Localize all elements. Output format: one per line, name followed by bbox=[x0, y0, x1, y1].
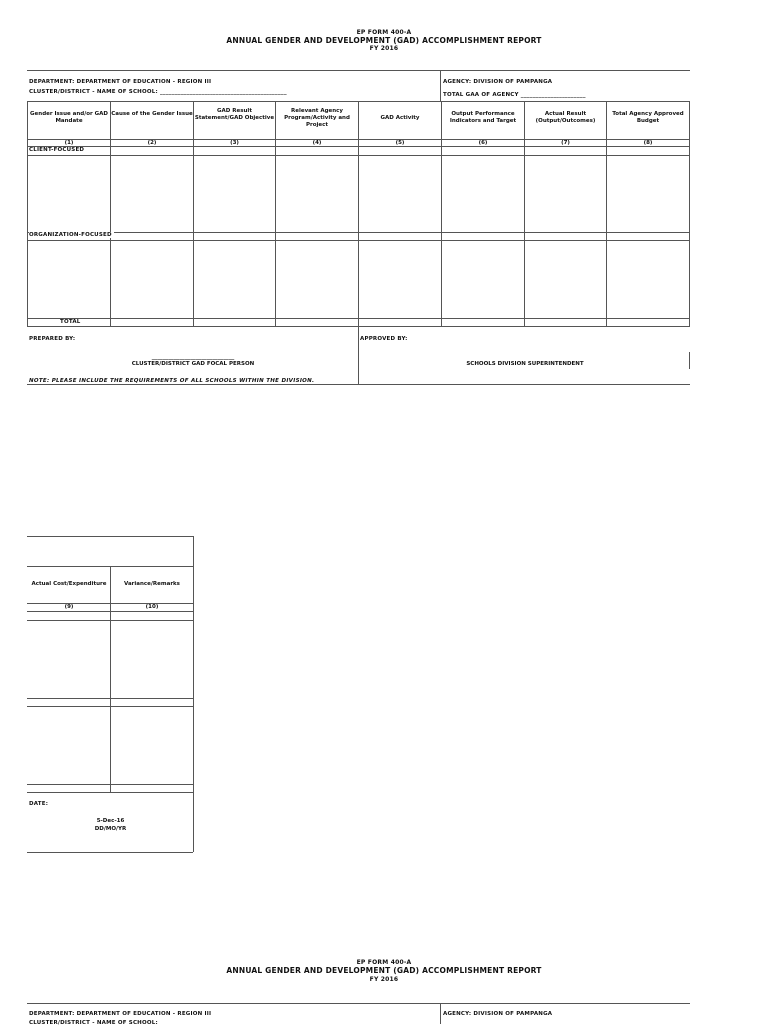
fiscal-year: FY 2016 bbox=[369, 45, 399, 52]
cluster-label: CLUSTER/DISTRICT - NAME OF SCHOOL: ___________________________________________ bbox=[29, 89, 287, 95]
client-focused-label: CLIENT-FOCUSED bbox=[29, 147, 85, 153]
col-header-8: Total Agency Approved Budget bbox=[612, 111, 684, 124]
col-header-2: Cause of the Gender Issue bbox=[111, 111, 193, 117]
form-number-repeat: EP FORM 400-A bbox=[356, 959, 412, 966]
col-num-9: (9) bbox=[64, 604, 74, 610]
signature-bottom-border bbox=[27, 384, 690, 385]
col-header-9: Actual Cost/Expenditure bbox=[31, 581, 107, 587]
date-label: DATE: bbox=[29, 801, 49, 807]
note-text: NOTE: PLEASE INCLUDE THE REQUIREMENTS OF ALL SCHOOLS WITHIN THE DIVISION. bbox=[29, 378, 315, 384]
col-header-1: Gender Issue and/or GAD Mandate bbox=[30, 111, 108, 124]
focal-person-label: CLUSTER/DISTRICT GAD FOCAL PERSON bbox=[131, 361, 255, 367]
info-top-border bbox=[27, 70, 690, 71]
signature-divider bbox=[358, 326, 359, 384]
col-num-3: (3) bbox=[230, 140, 239, 146]
prepared-by-label: PREPARED BY: bbox=[29, 336, 76, 342]
date-format: DD/MO/YR bbox=[94, 826, 127, 832]
cluster-label-repeat: CLUSTER/DISTRICT - NAME OF SCHOOL: bbox=[29, 1020, 158, 1026]
agency-label: AGENCY: DIVISION OF PAMPANGA bbox=[443, 79, 553, 85]
col-num-1: (1) bbox=[64, 140, 74, 146]
total-gaa-label: TOTAL GAA OF AGENCY ______________________ bbox=[443, 92, 586, 98]
col-num-5: (5) bbox=[395, 140, 405, 146]
col-header-6: Output Performance Indicators and Target bbox=[449, 111, 517, 124]
report-title: ANNUAL GENDER AND DEVELOPMENT (GAD) ACCOMPLISHMENT REPORT bbox=[226, 36, 542, 45]
agency-label-repeat: AGENCY: DIVISION OF PAMPANGA bbox=[443, 1011, 553, 1017]
department-label: DEPARTMENT: DEPARTMENT OF EDUCATION - REGION III bbox=[29, 79, 212, 85]
info-divider bbox=[440, 70, 441, 101]
approved-by-label: APPROVED BY: bbox=[360, 336, 408, 342]
department-label-repeat: DEPARTMENT: DEPARTMENT OF EDUCATION - REGION III bbox=[29, 1011, 212, 1017]
col-num-6: (6) bbox=[478, 140, 488, 146]
report-title-repeat: ANNUAL GENDER AND DEVELOPMENT (GAD) ACCOMPLISHMENT REPORT bbox=[226, 966, 542, 975]
col-num-7: (7) bbox=[561, 140, 570, 146]
col-header-7: Actual Result (Output/Outcomes) bbox=[535, 111, 596, 124]
info-divider-repeat bbox=[440, 1003, 441, 1024]
superintendent-label: SCHOOLS DIVISION SUPERINTENDENT bbox=[466, 361, 584, 367]
col-header-3: GAD Result Statement/GAD Objective bbox=[194, 108, 275, 121]
info-top-border-repeat bbox=[27, 1003, 690, 1004]
signature-line: ______________________________ bbox=[151, 354, 235, 360]
col-num-4: (4) bbox=[312, 140, 322, 146]
col-num-2: (2) bbox=[147, 140, 157, 146]
col-header-4: Relevant Agency Program/Activity and Project bbox=[284, 108, 350, 128]
col-header-5: GAD Activity bbox=[380, 115, 420, 121]
fiscal-year-repeat: FY 2016 bbox=[369, 976, 399, 983]
organization-focused-label: ORGANIZATION-FOCUSED bbox=[29, 232, 112, 238]
col-num-10: (10) bbox=[145, 604, 159, 610]
date-value: 5-Dec-16 bbox=[96, 818, 125, 824]
col-header-10: Variance/Remarks bbox=[124, 581, 180, 587]
form-number: EP FORM 400-A bbox=[356, 29, 412, 36]
col-num-8: (8) bbox=[643, 140, 653, 146]
total-label: TOTAL bbox=[60, 319, 81, 325]
